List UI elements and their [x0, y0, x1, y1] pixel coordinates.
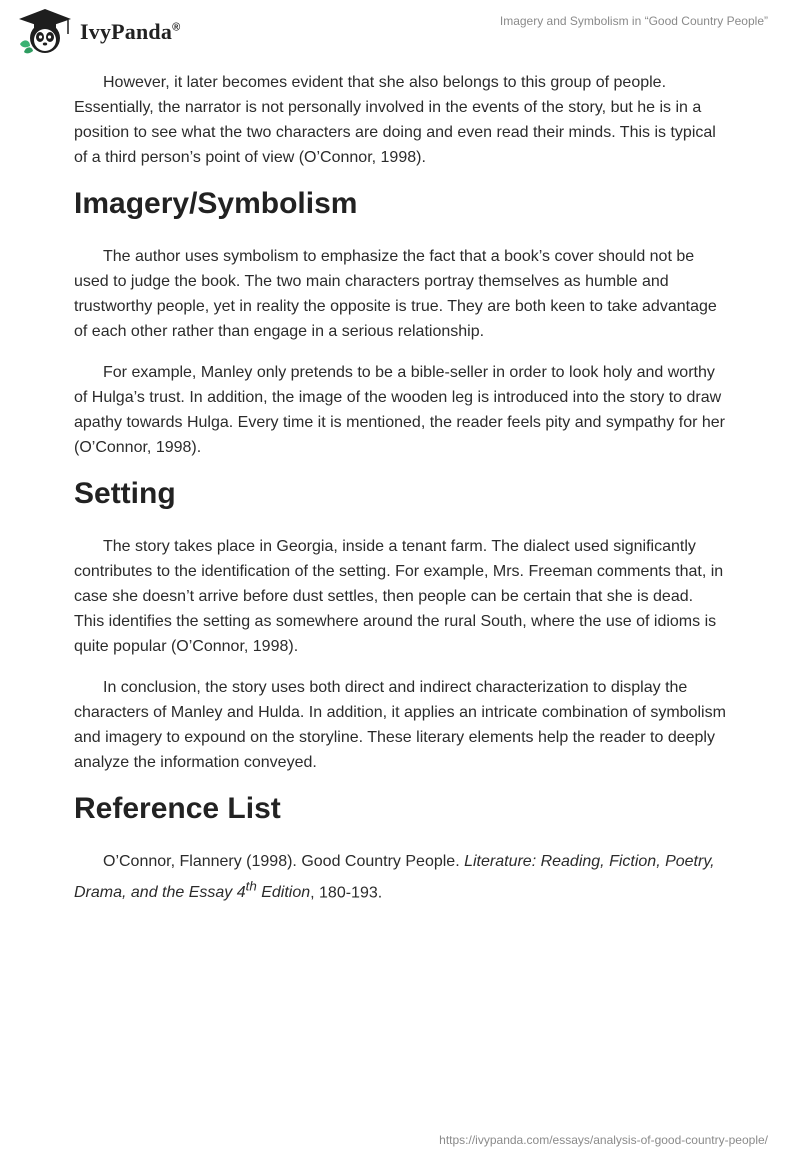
reference-pages: , 180-193.	[310, 884, 383, 902]
reference-list-heading: Reference List	[74, 792, 281, 825]
page-header	[0, 0, 800, 60]
panda-graduation-icon	[16, 8, 74, 56]
brand-logo[interactable]	[16, 8, 180, 56]
paragraph: The author uses symbolism to emphasize the fact that a book’s cover should not be used to judge the book. The two main characters portray themselves as humble and trustworthy people, yet in reality the opposite is true. They are both keen to take advantage of each other rather than engage in a serious relationship.	[74, 248, 717, 340]
source-url[interactable]: https://ivypanda.com/essays/analysis-of-good-country-people/	[439, 1133, 768, 1147]
reference-entry	[74, 849, 726, 905]
section-heading-setting: Setting	[74, 477, 176, 510]
paragraph: The story takes place in Georgia, inside a tenant farm. The dialect used significantly contributes to the identification of the setting. For example, Mrs. Freeman comments that, in case she doesn’t arrive before dust settles, then people can be certain that she is dead. This identifies the setting as somewhere around the rural South, where the use of idioms is quite popular (O’Connor, 1998).	[74, 538, 724, 655]
reference-authors: O’Connor, Flannery (1998). Good Country People.	[103, 853, 465, 870]
paragraph: For example, Manley only pretends to be a bible-seller in order to look holy and worthy of Hulga’s trust. In addition, the image of the wooden leg is introduced into the story to draw apathy towards Hulga. Every time it is mentioned, the reader feels pity and sympathy for her (O’Connor, 1998).	[74, 364, 725, 456]
intro-paragraph: However, it later becomes evident that she also belongs to this group of people. Essentially, the narrator is not personally involved in the events of the story, but he is in a position to see what the two characters are doing and even read their minds. This is typical of a third person’s point of view (O’Connor, 1998).	[74, 74, 716, 166]
section-heading-imagery: Imagery/Symbolism	[74, 187, 358, 220]
paragraph: In conclusion, the story uses both direct and indirect characterization to display the characters of Manley and Hulda. In addition, it applies an intricate combination of symbolism and imagery to expound on the storyline. These literary elements help the reader to deeply analyze the information conveyed.	[74, 679, 726, 771]
document-title: Imagery and Symbolism in “Good Country People”	[499, 14, 768, 28]
reference-book-title: Literature: Reading, Fiction, Poetry, Drama, and the Essay 4th Edition	[74, 853, 715, 902]
brand-name: IvyPanda®	[80, 19, 181, 44]
essay-content	[74, 70, 726, 921]
